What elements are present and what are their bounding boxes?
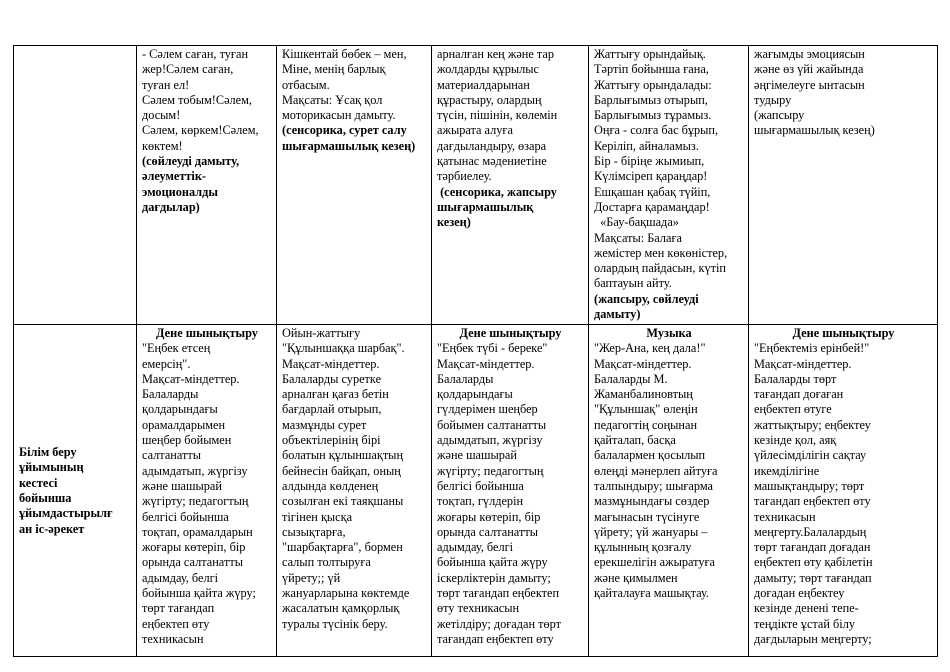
text-line: туралы түсінік беру. [282, 616, 388, 631]
text-line: доғадан еңбектеу [754, 586, 845, 601]
text-line: төрт тағандап еңбектеп [437, 586, 560, 601]
text-line: Күлімсіреп қараңдар! [594, 169, 708, 184]
text-line: жүгірту; педагогтың [437, 463, 544, 478]
text-line: тоқтап, гүлдерін [437, 494, 524, 509]
text-line: досым! [142, 108, 181, 123]
text-line: шығармашылық кезең) [282, 138, 416, 153]
text-line: шығармашылық [437, 199, 534, 214]
text-line: тудыру [754, 92, 792, 107]
text-line: "шарбақтарға", бормен [282, 540, 403, 555]
text-line: төрт тағандап [142, 601, 215, 616]
text-line: (сенсорика, жапсыру [437, 184, 557, 199]
text-line: моторикасын дамыту. [282, 108, 396, 123]
text-line: бойымен салтанатты [437, 417, 547, 432]
text-line: машықтандыру; төрт [754, 478, 865, 493]
text-line: Мақсат-міндеттер. [142, 371, 240, 386]
text-line: техникасын [142, 631, 204, 646]
text-line: кезінде денені тепе- [754, 601, 859, 616]
text-line: жетілдіру; доғадан төрт [437, 616, 562, 631]
text-line: адымдау, белгі [142, 570, 219, 585]
text-line: «Бау-бақшада» [594, 215, 679, 230]
text-line: (сенсорика, сурет салу [282, 123, 407, 138]
text-line: Сәлем тобым!Сәлем, [142, 92, 252, 107]
text-line: адымдау, белгі [437, 540, 514, 555]
text-line: гүлдерімен шеңбер [437, 402, 538, 417]
table-row-2 [14, 325, 938, 657]
table-cell [589, 46, 749, 325]
text-line: тағандап еңбектеп өту [437, 631, 554, 646]
text-line: орамалдарымен [142, 417, 226, 432]
text-line: Мақсаты: Балаға [594, 230, 682, 245]
text-line: Балаларды төрт [754, 371, 837, 386]
text-line: бойынша [19, 491, 72, 505]
text-line: өлеңді мәнерлеп айтуға [594, 463, 718, 478]
text-line: Балаларды [142, 387, 199, 402]
text-line: кестесі [19, 475, 58, 490]
text-line: бойынша қайта жүру [437, 555, 548, 570]
text-line: Мақсаты: Ұсақ қол [282, 92, 383, 107]
text-line: емерсің". [142, 356, 191, 371]
text-line: жүгірту; педагогтың [142, 494, 249, 509]
text-line: жасалатын қамқорлық [282, 601, 400, 616]
table-cell [432, 46, 589, 325]
text-line: баптауын айту. [594, 276, 672, 291]
table-cell [749, 325, 938, 657]
text-line: еңбектеп өту қабілетін [754, 555, 873, 570]
text-line: Дене шынықтыру [156, 326, 258, 340]
text-line: Жаттығу орындалады: [594, 77, 712, 92]
text-line: қайталап, басқа [594, 433, 676, 448]
text-line: арналған қағаз бетін [282, 387, 389, 402]
text-line: салтанатты [142, 448, 202, 463]
text-line: (жапсыру [754, 108, 805, 123]
text-line: талпындыру; шығарма [594, 478, 713, 493]
text-line: - Сәлем саған, туған [142, 47, 249, 61]
text-line: әлеуметтік- [142, 169, 207, 184]
text-line: орында салтанатты [142, 555, 243, 570]
text-line: кезең) [437, 215, 471, 230]
text-line: техникасын [754, 509, 816, 524]
text-line: Ойын-жаттығу [282, 326, 361, 340]
text-line: Музыка [646, 326, 692, 340]
text-line: Мақсат-міндеттер. [594, 356, 692, 371]
text-line: белгісі бойынша [437, 478, 524, 493]
text-line: іскерліктерін дамыту; [437, 570, 551, 585]
text-line: ұйымдастырылғ [19, 506, 113, 521]
text-line: "Еңбектеміз ерінбей!" [754, 341, 870, 356]
text-line: қайталауға машықтау. [594, 586, 710, 601]
text-line: Жаттығу орындайық. [594, 47, 706, 61]
text-line: Балаларды суретке [282, 371, 382, 386]
text-line: Мақсат-міндеттер. [437, 356, 535, 371]
text-line: қатынас мәдениетіне [437, 154, 547, 169]
text-line: үйрету; үй жануары – [594, 524, 708, 539]
text-line: "Құлыншақ" өлеңін [594, 402, 698, 417]
text-line: және шашырай [142, 478, 222, 493]
text-line: мазмұнындағы сөздер [594, 494, 710, 509]
text-line: "Еңбек түбі - береке" [437, 341, 548, 356]
text-line: теңдікте ұстай білу [754, 616, 856, 631]
table-row-1 [14, 46, 938, 325]
text-line: орында салтанатты [437, 524, 538, 539]
text-line: Мақсат-міндеттер. [282, 356, 380, 371]
text-line: әңгімелеуге ынтасын [754, 77, 865, 92]
text-line: кезінде қол, аяқ [754, 433, 837, 448]
text-line: тоқтап, орамалдарын [142, 524, 253, 539]
text-line: педагогтің соңынан [594, 417, 698, 432]
text-line: Барлығымыз отырып, [594, 92, 708, 107]
text-line: бейнесін байқап, оның [282, 463, 401, 478]
text-line: жаттықтыру; еңбектеу [754, 417, 871, 432]
text-line: тағандап доғаған [754, 387, 844, 402]
text-line: қолдарындағы [437, 387, 513, 402]
text-line: ажырата алуға [437, 123, 513, 138]
text-line: дағдыландыру, өзара [437, 138, 547, 153]
text-line: арналған кең және тар [437, 47, 555, 61]
text-line: Балаларды М. [594, 371, 668, 386]
text-line: Достарға қарамаңдар! [594, 199, 710, 214]
text-line: Балаларды [437, 371, 494, 386]
text-line: бойынша қайта жүру; [142, 586, 256, 601]
text-line: Білім беру [19, 445, 77, 460]
table-cell [432, 325, 589, 657]
text-line: алдында көлденең [282, 478, 379, 493]
text-line: Тәртіп бойынша ғана, [594, 62, 709, 77]
schedule-table [13, 45, 938, 657]
text-line: адымдатып, жүргізу [437, 433, 543, 448]
text-line: тігінен қысқа [282, 509, 353, 524]
text-line: шеңбер бойымен [142, 433, 232, 448]
text-line: түсін, пішінін, көлемін [437, 108, 558, 123]
text-line: дамыту) [594, 307, 641, 322]
text-line: ұйымының [19, 460, 84, 475]
text-line: Кішкентай бөбек – мен, [282, 47, 407, 61]
text-line: Оңға - солға бас бұрып, [594, 123, 719, 138]
table-cell [749, 46, 938, 325]
text-line: икемділігіне [754, 463, 820, 478]
text-line: Жаманбалиновтың [594, 387, 693, 402]
text-line: адымдатып, жүргізу [142, 463, 248, 478]
text-line: тәрбиелеу. [437, 169, 492, 184]
text-line: жоғары көтеріп, бір [142, 540, 246, 555]
text-line: еңбектеп өту [142, 616, 210, 631]
text-line: белгісі бойынша [142, 509, 229, 524]
table-cell [137, 46, 277, 325]
text-line: төрт тағандап доғадан [754, 540, 871, 555]
text-line: Міне, менің барлық [282, 62, 386, 77]
text-line: шығармашылық кезең) [754, 123, 875, 138]
text-line: жер!Сәлем саған, [142, 62, 234, 77]
text-line: жемістер мен көкөністер, [594, 245, 728, 260]
text-line: жолдарды құрылыс [437, 62, 539, 77]
text-line: өту техникасын [437, 601, 520, 616]
text-line: ерекшелігін ажыратуға [594, 555, 715, 570]
text-line: "Жер-Ана, кең дала!" [594, 341, 706, 356]
text-line: туған ел! [142, 77, 190, 92]
text-line: Дене шынықтыру [459, 326, 562, 340]
text-line: көктем! [142, 138, 183, 153]
text-line: материалдарынан [437, 77, 530, 92]
text-line: қолдарындағы [142, 402, 218, 417]
text-line: созылған екі таяқшаны [282, 494, 404, 509]
text-line: Ешқашан қабақ түйіп, [594, 184, 711, 199]
text-line: отбасым. [282, 77, 330, 92]
text-line: сызықтарға, [282, 524, 346, 539]
text-line: және өз үйі жайында [754, 62, 864, 77]
text-line: жануарларына көктемде [282, 586, 410, 601]
table-cell [277, 46, 432, 325]
text-line: меңгерту.Балалардың [754, 524, 867, 539]
text-line: "Құлыншаққа шарбақ". [282, 341, 405, 356]
text-line: тағандап еңбектеп өту [754, 494, 871, 509]
text-line: мағынасын түсінуге [594, 509, 700, 524]
text-line: (жапсыру, сөйлеуді [594, 291, 699, 306]
text-line: дамыту; төрт тағандап [754, 570, 872, 585]
text-line: үйрету;; үй [282, 570, 341, 585]
text-line: жоғары көтеріп, бір [437, 509, 541, 524]
text-line: құрастыру, олардың [437, 92, 542, 107]
text-line: Дене шынықтыру [792, 326, 895, 340]
text-line: құлынның қозғалу [594, 540, 692, 555]
text-line: мазмұнды сурет [282, 417, 367, 432]
text-line: Бір - біріңе жымиып, [594, 154, 705, 169]
text-line: үйлесімділігін сақтау [754, 448, 867, 463]
text-line: еңбектеп өтуге [754, 402, 832, 417]
text-line: салып толтыруға [282, 555, 371, 570]
text-line: олардың пайдасын, күтіп [594, 261, 727, 276]
text-line: және шашырай [437, 448, 517, 463]
text-line: дағдылар) [142, 199, 200, 214]
text-line: Керіліп, айналамыз. [594, 138, 699, 153]
text-line: эмоционалды [142, 184, 218, 199]
text-line: Барлығымыз тұрамыз. [594, 108, 712, 123]
text-line: Мақсат-міндеттер. [754, 356, 852, 371]
row-label-cell [14, 325, 137, 657]
table-cell [589, 325, 749, 657]
text-line: ан іс-әрекет [19, 521, 85, 536]
text-line: балалармен қосылып [594, 448, 706, 463]
text-line: объектілерінің бірі [282, 433, 381, 448]
text-line: жағымды эмоциясын [754, 47, 865, 61]
table-cell [137, 325, 277, 657]
text-line: болатын құлыншақтың [282, 448, 404, 463]
row-label-cell [14, 46, 137, 325]
text-line: Сәлем, көркем!Сәлем, [142, 123, 259, 138]
text-line: дағдыларын меңгерту; [754, 631, 872, 646]
text-line: бағдарлай отырып, [282, 402, 382, 417]
text-line: "Еңбек етсең [142, 341, 211, 356]
text-line: және қимылмен [594, 570, 678, 585]
text-line: (сөйлеуді дамыту, [142, 154, 240, 169]
table-cell [277, 325, 432, 657]
